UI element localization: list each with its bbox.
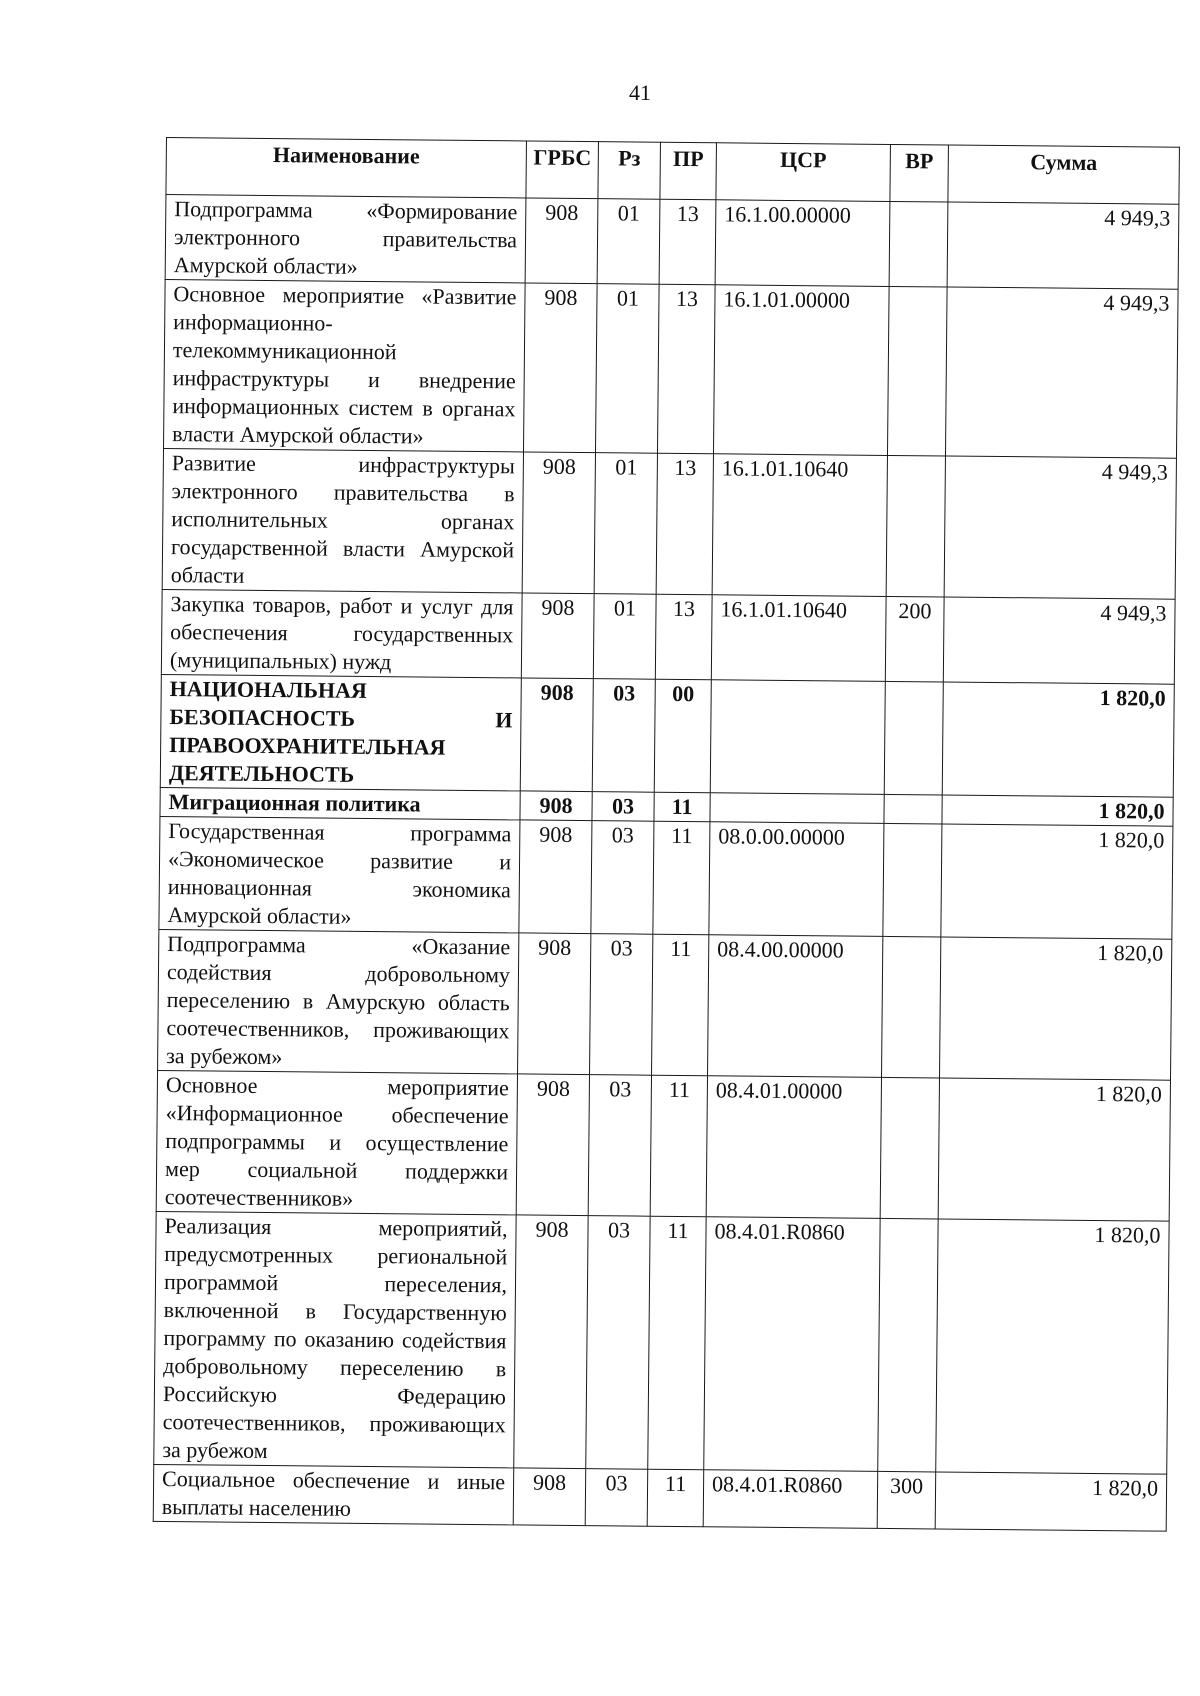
cell-rz: 03 xyxy=(586,1216,650,1470)
cell-pr: 00 xyxy=(654,679,711,793)
budget-table xyxy=(153,137,1180,1532)
table-row xyxy=(154,1211,1169,1474)
cell-grbs: 908 xyxy=(520,678,593,792)
cell-pr: 13 xyxy=(655,594,712,680)
cell-csr: 16.1.01.10640 xyxy=(712,454,887,597)
cell-rz: 03 xyxy=(590,934,653,1076)
table-row xyxy=(153,1464,1167,1531)
cell-sum: 1 820,0 xyxy=(936,1219,1169,1474)
cell-vr: 200 xyxy=(885,596,944,682)
cell-csr xyxy=(710,680,885,795)
header-grbs: ГРБС xyxy=(526,141,599,199)
cell-name: Основное мероприятие «Информационное обеспечение подпрограммы и осуществление мер социальной поддержки соотечественников» xyxy=(156,1070,517,1214)
cell-sum: 1 820,0 xyxy=(942,682,1174,797)
table-header-row xyxy=(166,138,1180,205)
cell-csr: 16.1.01.00000 xyxy=(713,285,889,456)
cell-vr: 300 xyxy=(877,1471,936,1529)
table-row xyxy=(160,674,1174,797)
cell-sum: 1 820,0 xyxy=(941,824,1173,939)
cell-csr: 16.1.01.10640 xyxy=(711,595,886,682)
cell-pr: 13 xyxy=(659,199,716,285)
table-row xyxy=(162,448,1176,599)
cell-csr: 08.4.00.00000 xyxy=(708,935,883,1078)
header-sum: Сумма xyxy=(948,145,1180,204)
cell-sum: 1 820,0 xyxy=(938,1078,1170,1221)
cell-grbs: 908 xyxy=(521,593,594,679)
cell-vr xyxy=(882,936,941,1078)
cell-rz: 01 xyxy=(593,594,656,680)
table-row xyxy=(158,929,1172,1080)
table-row xyxy=(164,279,1179,458)
cell-csr: 08.4.01.00000 xyxy=(706,1076,881,1219)
cell-vr xyxy=(880,1077,939,1219)
cell-pr: 11 xyxy=(650,1075,707,1217)
page-number: 41 xyxy=(629,80,651,105)
cell-vr xyxy=(884,681,943,795)
cell-vr xyxy=(887,286,947,456)
table-row xyxy=(159,816,1173,939)
cell-sum: 1 820,0 xyxy=(942,795,1173,826)
cell-csr: 16.1.00.00000 xyxy=(715,200,890,287)
cell-csr: 08.4.01.R0860 xyxy=(704,1217,880,1472)
header-name: Наименование xyxy=(166,138,527,198)
cell-rz: 03 xyxy=(591,821,654,935)
cell-vr xyxy=(886,455,945,597)
cell-rz: 03 xyxy=(588,1075,651,1217)
cell-pr: 11 xyxy=(647,1469,704,1527)
table-body xyxy=(153,195,1179,1532)
cell-grbs: 908 xyxy=(520,791,592,821)
cell-grbs: 908 xyxy=(523,283,597,453)
cell-pr: 11 xyxy=(648,1216,706,1470)
cell-sum: 4 949,3 xyxy=(945,287,1178,458)
cell-name: Закупка товаров, работ и услуг для обеспечения государственных (муниципальных) нужд xyxy=(161,589,522,677)
header-pr: ПР xyxy=(660,142,717,200)
cell-rz: 01 xyxy=(597,199,660,285)
cell-name: Реализация мероприятий, предусмотренных региональной программой переселения, включенной в Государственную программу по оказанию содействия добровольному переселению в Российскую Федерацию соотечественников, проживающих за рубежом xyxy=(154,1211,516,1467)
cell-grbs: 908 xyxy=(514,1215,588,1469)
cell-grbs: 908 xyxy=(525,198,598,284)
cell-grbs: 908 xyxy=(519,820,592,934)
cell-grbs: 908 xyxy=(518,933,591,1075)
table-row xyxy=(156,1070,1170,1221)
cell-pr: 13 xyxy=(656,453,713,595)
cell-sum: 1 820,0 xyxy=(940,937,1172,1080)
cell-rz: 03 xyxy=(585,1469,648,1527)
cell-vr xyxy=(878,1218,938,1472)
cell-csr xyxy=(710,793,884,824)
cell-pr: 13 xyxy=(657,284,715,454)
cell-name: Государственная программа «Экономическое развитие и инновационная экономика Амурской области» xyxy=(159,816,520,932)
cell-grbs: 908 xyxy=(513,1468,586,1526)
cell-pr: 11 xyxy=(653,821,710,935)
cell-name: Развитие инфраструктуры электронного правительства в исполнительных органах государственной власти Амурской области xyxy=(162,448,523,592)
cell-vr xyxy=(889,201,948,287)
cell-sum: 4 949,3 xyxy=(944,456,1176,599)
header-vr: ВР xyxy=(890,144,949,202)
cell-vr xyxy=(883,823,942,937)
cell-sum: 4 949,3 xyxy=(943,597,1175,684)
cell-csr: 08.0.00.00000 xyxy=(709,822,884,937)
cell-sum: 1 820,0 xyxy=(935,1472,1167,1531)
cell-pr: 11 xyxy=(652,934,709,1076)
cell-vr xyxy=(884,794,942,824)
cell-name: Основное мероприятие «Развитие информационно-телекоммуникационной инфраструктуры и внедрение информационных систем в органах власти Амурской области» xyxy=(164,279,526,451)
cell-name: НАЦИОНАЛЬНАЯ БЕЗОПАСНОСТЬ И ПРАВООХРАНИТЕЛЬНАЯ ДЕЯТЕЛЬНОСТЬ xyxy=(160,674,521,790)
cell-grbs: 908 xyxy=(522,452,595,594)
cell-name: Социальное обеспечение и иные выплаты населению xyxy=(153,1464,514,1524)
table-row xyxy=(161,589,1175,684)
cell-rz: 03 xyxy=(592,792,654,822)
cell-rz: 03 xyxy=(592,679,655,793)
cell-name: Подпрограмма «Формирование электронного правительства Амурской области» xyxy=(165,195,526,283)
cell-sum: 4 949,3 xyxy=(947,202,1179,289)
cell-pr: 11 xyxy=(654,792,710,822)
cell-rz: 01 xyxy=(594,453,657,595)
cell-rz: 01 xyxy=(595,284,659,454)
cell-name: Подпрограмма «Оказание содействия добровольному переселению в Амурскую область соотечественников, проживающих за рубежом» xyxy=(158,929,519,1073)
cell-grbs: 908 xyxy=(516,1074,589,1216)
cell-name: Миграционная политика xyxy=(160,787,520,819)
header-csr: ЦСР xyxy=(716,143,891,202)
header-rz: Рз xyxy=(598,142,661,200)
table-row xyxy=(165,195,1179,290)
cell-csr: 08.4.01.R0860 xyxy=(703,1470,878,1529)
